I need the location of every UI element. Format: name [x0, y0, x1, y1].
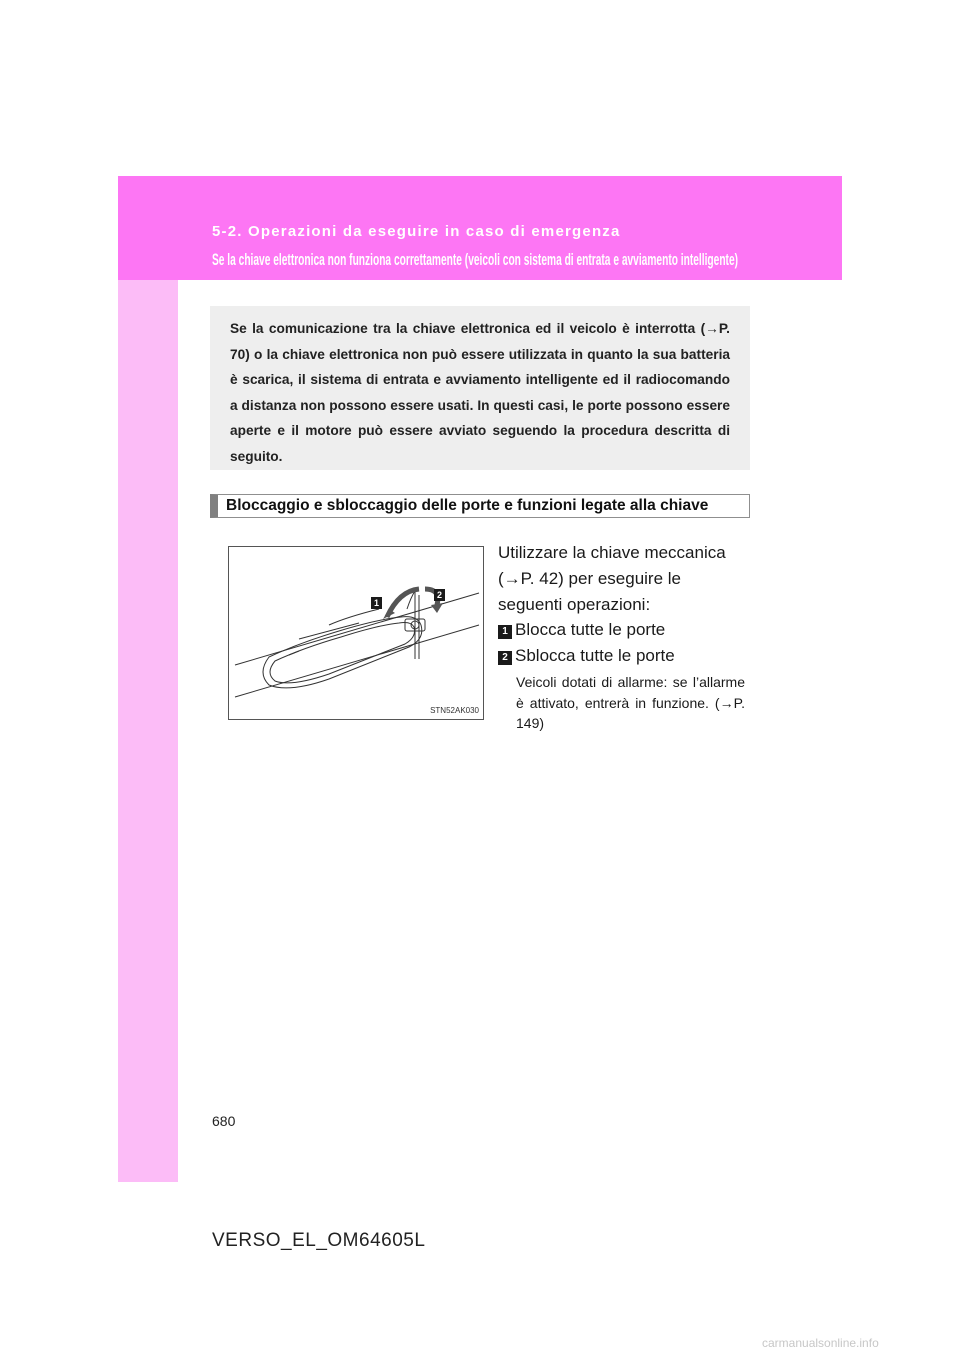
document-code: VERSO_EL_OM64605L	[212, 1230, 426, 1251]
step-number-2: 2	[498, 651, 512, 665]
body-line-3: seguenti operazioni:	[498, 595, 651, 614]
step-label-1: Blocca tutte le porte	[515, 620, 666, 639]
section-heading-box	[210, 494, 750, 518]
door-handle-figure	[228, 546, 484, 720]
side-tab-bar	[118, 176, 178, 1182]
door-handle-illustration	[229, 547, 485, 721]
intro-box	[210, 306, 750, 470]
step-2	[498, 646, 675, 666]
step-1	[498, 620, 665, 640]
page-subtitle: Se la chiave elettronica non funziona correttamente (veicoli con sistema di entrata e avviamento intelligente)	[212, 250, 739, 269]
body-line-1: Utilizzare la chiave meccanica	[498, 543, 726, 562]
callout-1: 1	[371, 597, 382, 609]
section-title: 5-2. Operazioni da eseguire in caso di emergenza	[212, 223, 621, 240]
section-heading: Bloccaggio e sbloccaggio delle porte e funzioni legate alla chiave	[226, 497, 709, 514]
alarm-note: Veicoli dotati di allarme: se l’allarme è attivato, entrerà in funzione. (→P. 149)	[516, 674, 745, 731]
callout-2: 2	[434, 589, 445, 601]
step-number-1: 1	[498, 625, 512, 639]
page-number: 680	[212, 1113, 236, 1129]
header-subtitle-wrap	[212, 250, 812, 270]
intro-text: Se la comunicazione tra la chiave elettronica ed il veicolo è interrotta (→P. 70) o la chiave elettronica non può essere utilizzata in quanto la sua batteria è scarica, il sistema di entrata e avviamento intelligente ed il radiocomando a distanza non possono essere usati. In questi casi, le porte possono essere aperte e il motore può essere avviato seguendo la procedura descritta di seguito.	[230, 321, 730, 464]
watermark: carmanualsonline.info	[762, 1336, 879, 1350]
step-label-2: Sblocca tutte le porte	[515, 646, 675, 665]
figure-code: STN52AK030	[430, 706, 479, 715]
body-line-2: (→P. 42) per eseguire le	[498, 569, 682, 588]
